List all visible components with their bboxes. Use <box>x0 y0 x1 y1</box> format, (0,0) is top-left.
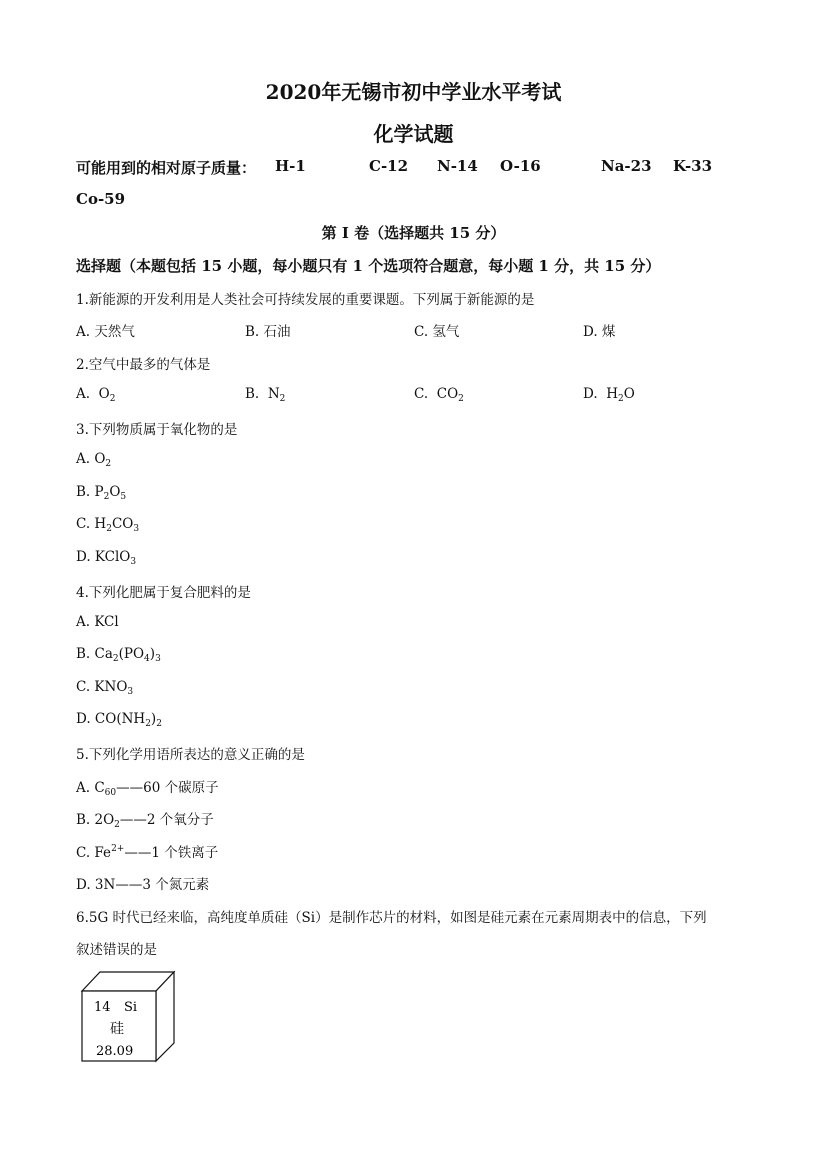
formula-subscript: 2 <box>105 459 112 469</box>
silicon-element-card <box>78 969 178 1064</box>
formula-part: ) <box>150 711 157 727</box>
atomic-mass-co: Co-59 <box>76 190 126 208</box>
formula-part: N <box>267 386 280 402</box>
formula-part: A. O <box>76 451 106 467</box>
element-name: 硅 <box>110 1021 124 1037</box>
question-2-option-b <box>245 386 285 404</box>
formula-part: CO <box>436 386 459 402</box>
formula-part: CO <box>111 516 134 532</box>
option-meaning: ——1 个铁离子 <box>124 845 219 861</box>
formula-subscript: 2 <box>618 394 624 404</box>
formula-subscript: 4 <box>144 654 150 664</box>
question-1-option-d: D. 煤 <box>583 324 616 340</box>
option-letter: C. <box>414 386 429 402</box>
formula-part: C. KNO <box>76 679 128 695</box>
option-letter: A. <box>76 386 91 402</box>
formula-part: A. KCl <box>76 614 119 630</box>
question-4-option-a <box>76 614 119 630</box>
question-5-option-d <box>76 873 209 893</box>
question-3-option-a <box>76 451 111 469</box>
question-5-stem: 5.下列化学用语所表达的意义正确的是 <box>76 747 305 763</box>
question-4-option-c <box>76 679 133 697</box>
question-4-option-b <box>76 646 161 664</box>
exam-subtitle: 化学试题 <box>373 122 454 146</box>
formula-part: O <box>98 386 110 402</box>
question-4-option-d <box>76 711 162 729</box>
section-instruction: 选择题（本题包括 15 小题，每小题只有 1 个选项符合题意，每小题 1 分，共 15 分） <box>76 257 661 275</box>
formula-subscript: 2 <box>279 394 286 404</box>
option-text: D. 3N——3 个氮元素 <box>76 877 210 893</box>
formula-part: B. 2O <box>76 812 115 828</box>
formula-subscript: 2 <box>458 394 464 404</box>
formula-subscript: 2 <box>112 654 119 664</box>
option-meaning: ——2 个氧分子 <box>119 812 214 828</box>
formula-part: A. C <box>76 780 105 796</box>
question-2-stem: 2.空气中最多的气体是 <box>76 357 211 373</box>
element-symbol: Si <box>124 1000 138 1015</box>
question-2-option-d <box>583 386 635 404</box>
question-3-option-d <box>76 549 136 567</box>
atomic-mass-o: O-16 <box>500 157 541 175</box>
question-3-stem: 3.下列物质属于氧化物的是 <box>76 422 238 438</box>
formula-part: B. Ca <box>76 646 113 662</box>
exam-title: 2020年无锡市初中学业水平考试 <box>265 80 562 104</box>
atomic-mass-k: K-33 <box>673 157 713 175</box>
question-5-option-c <box>76 841 218 861</box>
question-6-stem-line-2: 叙述错误的是 <box>76 942 157 958</box>
formula-subscript: 3 <box>133 524 140 534</box>
question-3-option-c <box>76 516 139 534</box>
option-meaning: ——60 个碳原子 <box>116 780 219 796</box>
question-3-option-b <box>76 484 126 502</box>
question-6-stem-line-1: 6.5G 时代已经来临，高纯度单质硅（Si）是制作芯片的材料，如图是硅元素在元素周期表中的信息，下列 <box>76 910 707 926</box>
section-title: 第 I 卷（选择题共 15 分） <box>321 224 506 242</box>
formula-subscript: 3 <box>130 557 137 567</box>
formula-subscript: 5 <box>120 492 127 502</box>
formula-subscript: 60 <box>104 788 117 798</box>
formula-part: ) <box>149 646 156 662</box>
question-2-option-c <box>414 386 464 404</box>
option-letter: D. <box>583 386 598 402</box>
option-letter: B. <box>245 386 260 402</box>
formula-part: B. P <box>76 484 104 500</box>
question-5-option-b <box>76 808 214 830</box>
question-4-stem: 4.下列化肥属于复合肥料的是 <box>76 585 251 601</box>
formula-superscript: 2+ <box>111 844 125 854</box>
formula-subscript: 2 <box>145 719 151 729</box>
atomic-masses-label: 可能用到的相对原子质量： <box>76 159 257 177</box>
atomic-mass-h: H-1 <box>275 157 306 175</box>
question-2-option-a <box>76 386 115 404</box>
atomic-mass-c: C-12 <box>369 157 409 175</box>
formula-subscript: 2 <box>103 492 110 502</box>
formula-part: C. H <box>76 516 107 532</box>
formula-subscript: 2 <box>156 719 162 729</box>
formula-part: O <box>623 386 635 402</box>
formula-part: C. Fe <box>76 845 112 861</box>
question-1-option-c: C. 氢气 <box>414 324 460 340</box>
question-1-option-a: A. 天然气 <box>76 324 135 340</box>
formula-subscript: 2 <box>109 394 116 404</box>
formula-part: D. CO(NH <box>76 711 146 727</box>
question-5-option-a <box>76 776 219 798</box>
question-1-option-b: B. 石油 <box>245 324 291 340</box>
atomic-mass: 28.09 <box>96 1044 134 1059</box>
atomic-mass-n: N-14 <box>437 157 478 175</box>
question-1-stem: 1.新能源的开发利用是人类社会可持续发展的重要课题。下列属于新能源的是 <box>76 292 535 308</box>
formula-part: D. KClO <box>76 549 131 565</box>
atomic-mass-na: Na-23 <box>601 157 652 175</box>
formula-subscript: 2 <box>106 524 112 534</box>
formula-part: (PO <box>118 646 145 662</box>
formula-part: H <box>606 386 619 402</box>
atomic-number: 14 <box>94 1000 111 1015</box>
formula-part: O <box>109 484 121 500</box>
formula-subscript: 3 <box>155 654 161 664</box>
formula-subscript: 2 <box>114 820 120 830</box>
formula-subscript: 3 <box>127 687 134 697</box>
